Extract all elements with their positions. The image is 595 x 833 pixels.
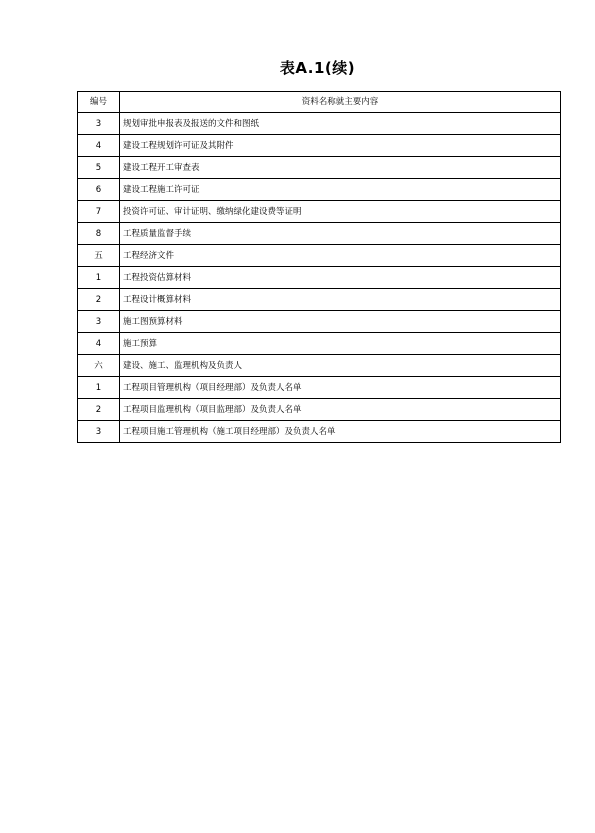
table-row (78, 157, 561, 179)
row-number: 2 (78, 289, 120, 311)
row-number: 五 (78, 245, 120, 267)
row-content: 投资许可证、审计证明、缴纳绿化建设费等证明 (120, 201, 561, 223)
table-row (78, 355, 561, 377)
row-content: 建设工程施工许可证 (120, 179, 561, 201)
row-number: 6 (78, 179, 120, 201)
table-row (78, 201, 561, 223)
table-row (78, 377, 561, 399)
row-content: 规划审批申报表及报送的文件和图纸 (120, 113, 561, 135)
row-number: 2 (78, 399, 120, 421)
row-content: 工程项目监理机构（项目监理部）及负责人名单 (120, 399, 561, 421)
row-content: 工程项目施工管理机构（施工项目经理部）及负责人名单 (120, 421, 561, 443)
table-row (78, 333, 561, 355)
row-number: 4 (78, 135, 120, 157)
row-number: 1 (78, 267, 120, 289)
row-content: 工程经济文件 (120, 245, 561, 267)
row-number: 六 (78, 355, 120, 377)
header-content: 资料名称就主要内容 (120, 92, 561, 113)
row-content: 施工预算 (120, 333, 561, 355)
header-number: 编号 (78, 92, 120, 113)
table-row (78, 421, 561, 443)
row-number: 5 (78, 157, 120, 179)
table-row (78, 267, 561, 289)
row-number: 1 (78, 377, 120, 399)
table-row (78, 135, 561, 157)
table-row (78, 179, 561, 201)
row-number: 8 (78, 223, 120, 245)
table-row (78, 289, 561, 311)
table-row (78, 311, 561, 333)
row-number: 3 (78, 113, 120, 135)
table-row (78, 223, 561, 245)
row-number: 3 (78, 421, 120, 443)
row-number: 4 (78, 333, 120, 355)
row-content: 建设工程开工审查表 (120, 157, 561, 179)
row-content: 工程项目管理机构（项目经理部）及负责人名单 (120, 377, 561, 399)
page-title: 表A.1(续) (279, 59, 356, 77)
table-header-row (78, 92, 561, 113)
row-number: 3 (78, 311, 120, 333)
row-content: 工程投资估算材料 (120, 267, 561, 289)
row-number: 7 (78, 201, 120, 223)
table-row (78, 113, 561, 135)
row-content: 工程质量监督手续 (120, 223, 561, 245)
row-content: 建设、施工、监理机构及负责人 (120, 355, 561, 377)
table-row (78, 399, 561, 421)
document-table (77, 91, 561, 443)
row-content: 施工图预算材料 (120, 311, 561, 333)
row-content: 建设工程规划许可证及其附件 (120, 135, 561, 157)
table-row (78, 245, 561, 267)
row-content: 工程设计概算材料 (120, 289, 561, 311)
